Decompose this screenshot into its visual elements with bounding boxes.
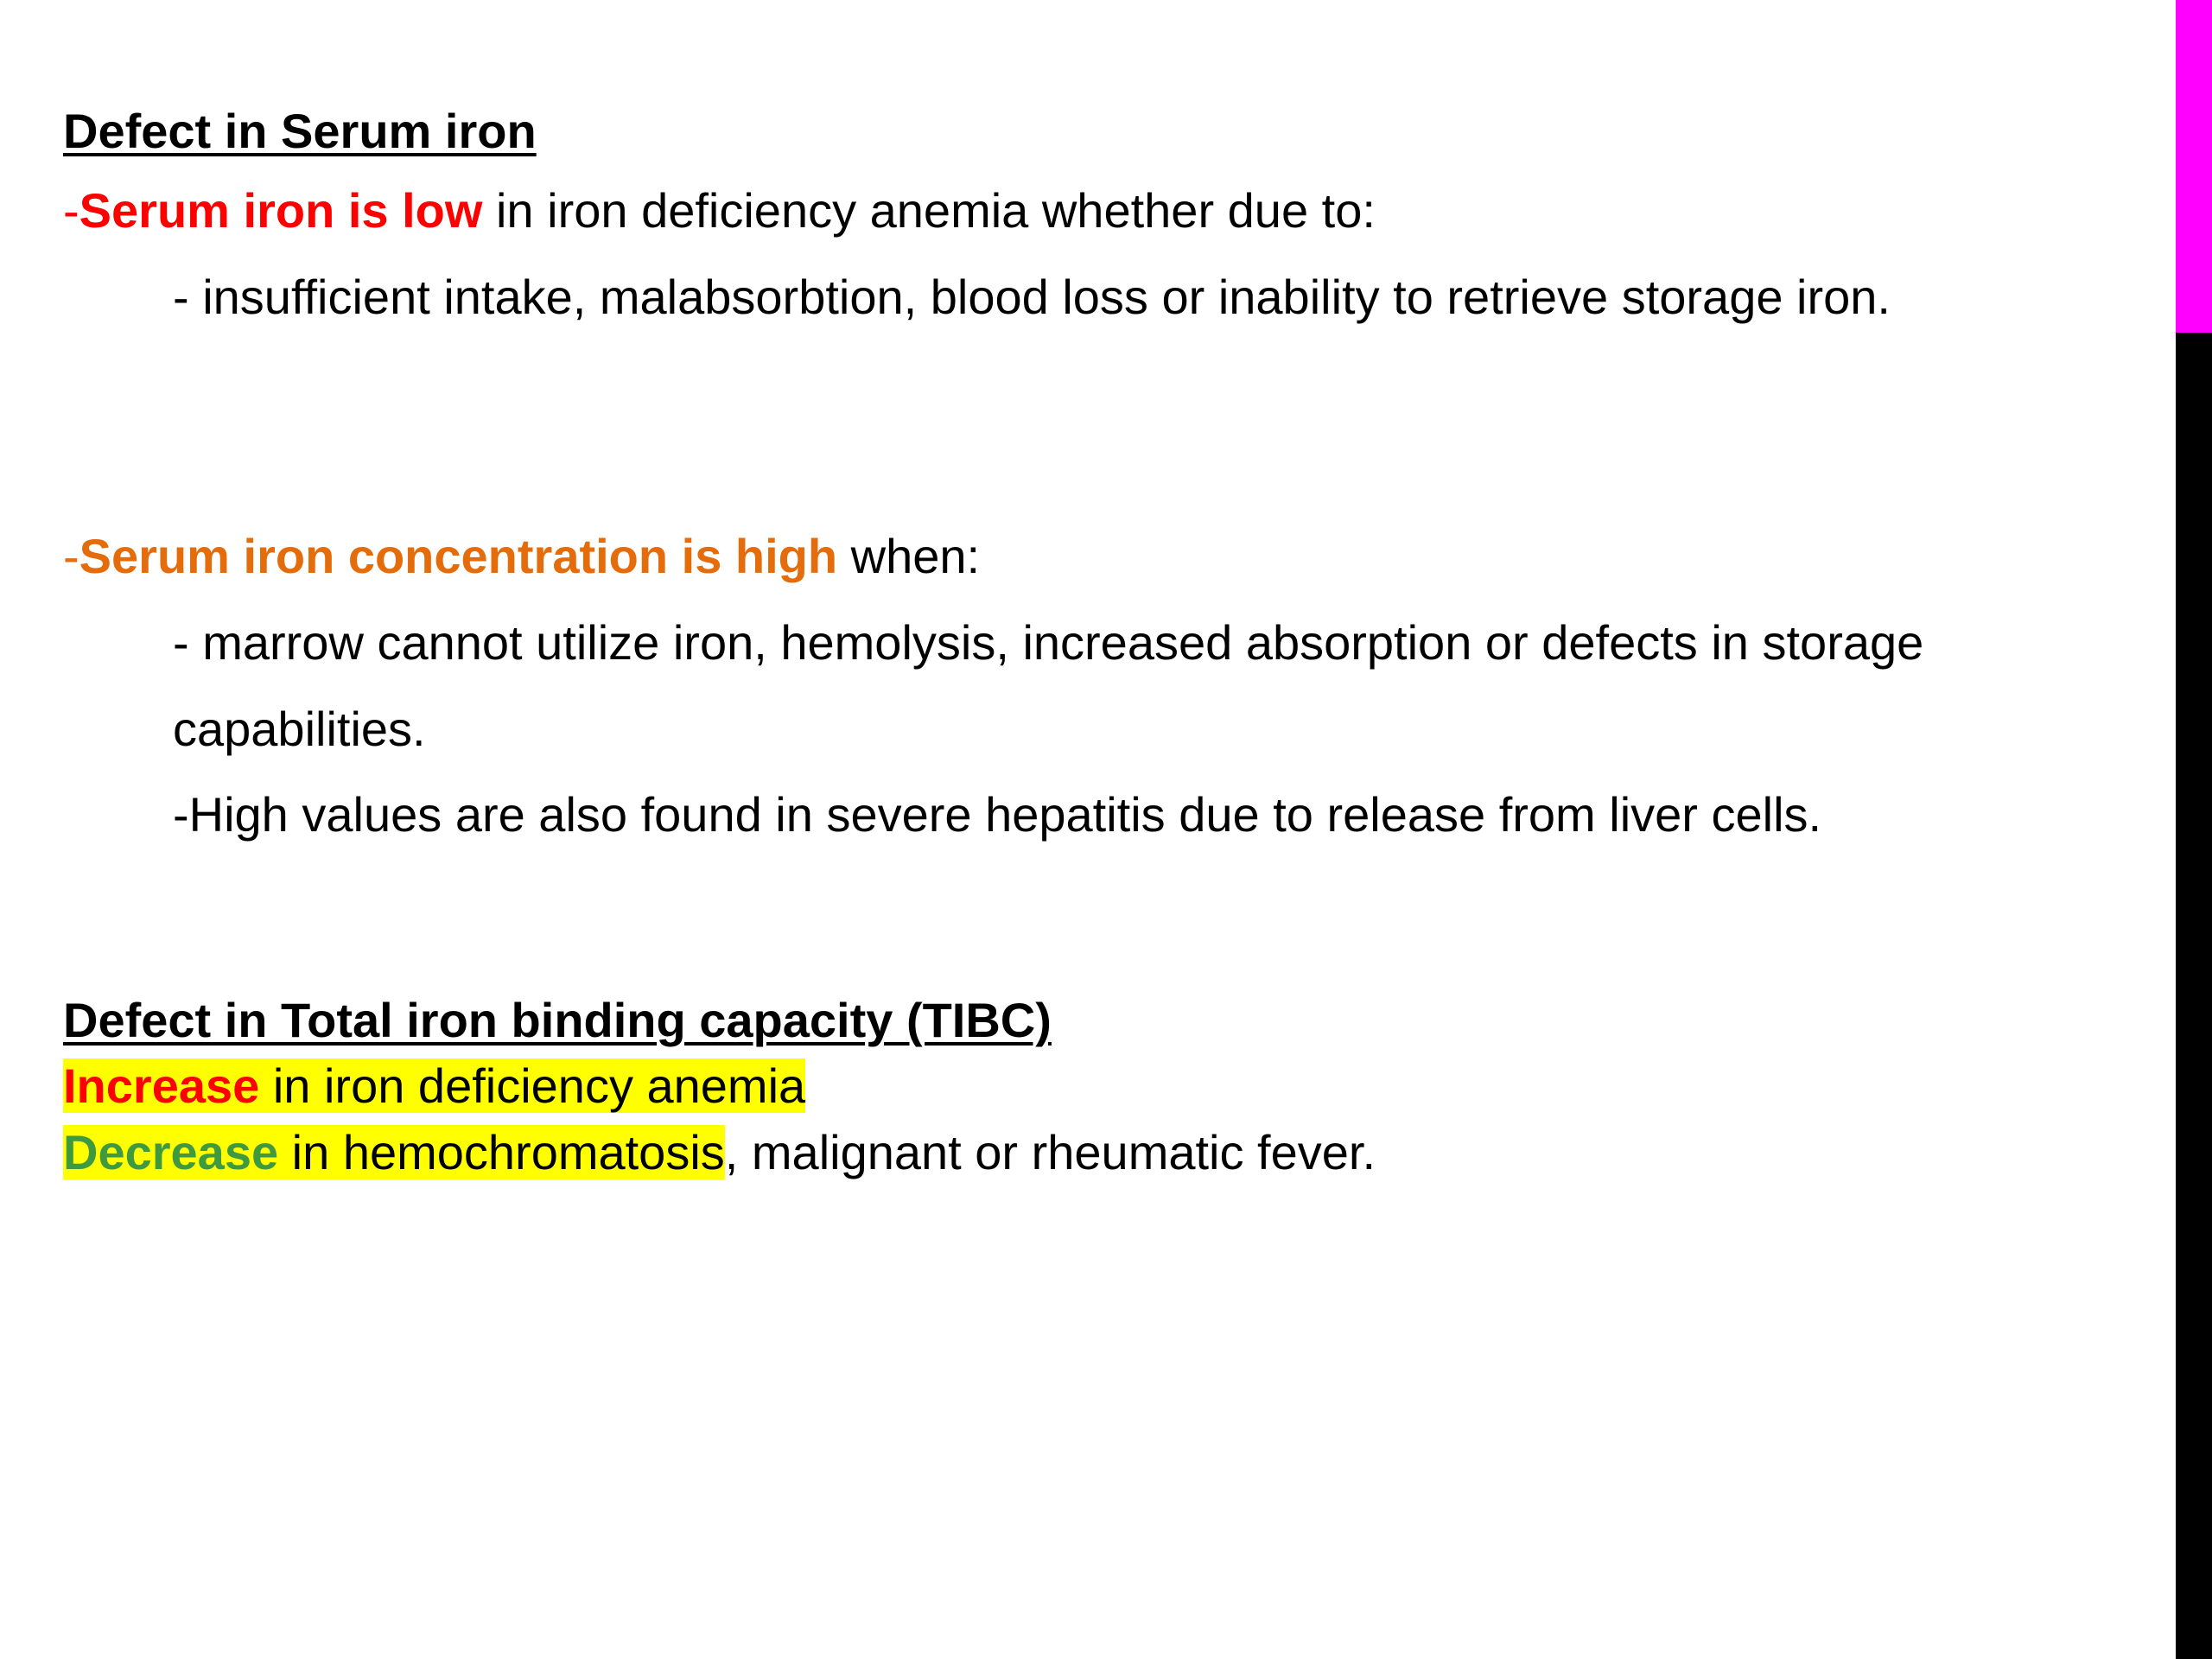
serum-iron-low-line bbox=[63, 181, 1376, 241]
decrease-plain-rest: , malignant or rheumatic fever. bbox=[724, 1125, 1376, 1179]
side-bar-accent bbox=[2176, 0, 2212, 333]
decrease-highlighted-rest: in hemochromatosis bbox=[278, 1125, 725, 1179]
low-rest: in iron deficiency anemia whether due to: bbox=[482, 183, 1376, 238]
increase-highlight bbox=[63, 1058, 805, 1113]
tibc-increase-line bbox=[63, 1056, 805, 1116]
serum-iron-high-detail-2: capabilities. bbox=[173, 702, 426, 756]
serum-iron-high-line bbox=[63, 526, 980, 587]
low-emphasis: Serum iron is low bbox=[79, 183, 483, 238]
decrease-highlight bbox=[63, 1125, 725, 1179]
tibc-decrease-line bbox=[63, 1122, 1376, 1183]
serum-iron-low-detail: - insufficient intake, malabsorbtion, blood loss or inability to retrieve storage iron. bbox=[173, 270, 1891, 324]
serum-iron-high-extra: -High values are also found in severe hepatitis due to release from liver cells. bbox=[173, 787, 1822, 842]
increase-rest: in iron deficiency anemia bbox=[259, 1058, 806, 1113]
serum-iron-heading: Defect in Serum iron bbox=[63, 104, 537, 158]
low-dash: - bbox=[63, 183, 79, 238]
increase-emphasis: Increase bbox=[63, 1058, 260, 1113]
decrease-emphasis: Decrease bbox=[63, 1125, 279, 1179]
tibc-heading: Defect in Total iron binding capacity (TIBC) bbox=[63, 993, 1052, 1047]
high-dash: - bbox=[63, 529, 79, 583]
serum-iron-high-detail-1: - marrow cannot utilize iron, hemolysis, increased absorption or defects in storage bbox=[173, 615, 1924, 670]
high-emphasis: Serum iron concentration is high bbox=[79, 529, 838, 583]
high-rest: when: bbox=[837, 529, 981, 583]
